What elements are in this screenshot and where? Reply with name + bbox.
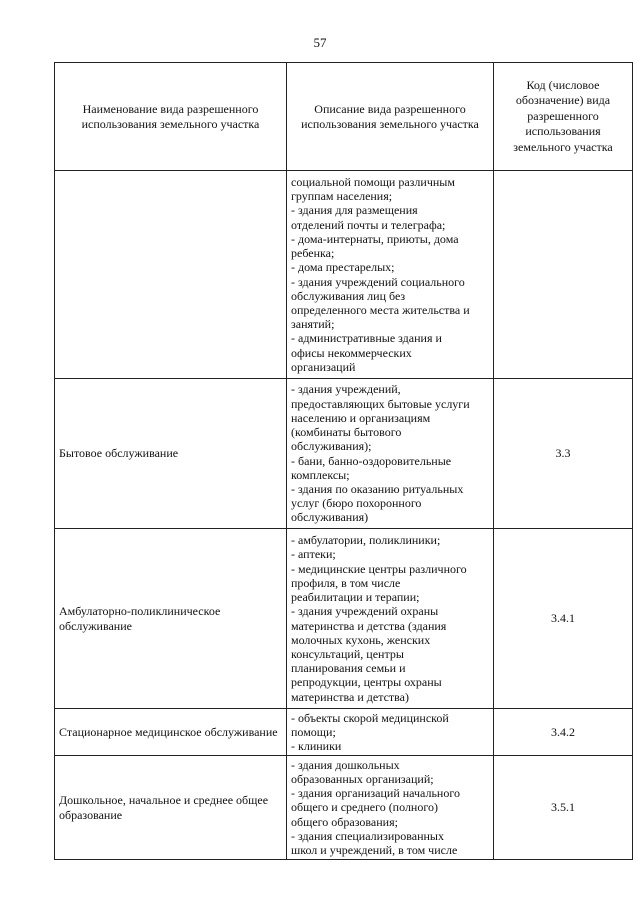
- row-description: - амбулатории, поликлиники; - аптеки; - медицинские центры различного профиля, в том числе реабилитации и терапии; - здания учреждений охраны материнства и детства (здания молочных кухонь, женских консультаций, центры планирования семьи и репродукции, центры охраны материнства и детства): [287, 529, 494, 709]
- row-name: Амбулаторно-поликлиническое обслуживание: [55, 529, 287, 709]
- header-code: Код (числовое обозначение) вида разрешенного использования земельного участка: [494, 63, 633, 171]
- table-row: [55, 709, 633, 756]
- table-row: [55, 529, 633, 709]
- row-code: 3.5.1: [494, 756, 633, 860]
- header-name: Наименование вида разрешенного использования земельного участка: [55, 63, 287, 171]
- row-name: Бытовое обслуживание: [55, 379, 287, 529]
- row-name: Дошкольное, начальное и среднее общее образование: [55, 756, 287, 860]
- row-name: Стационарное медицинское обслуживание: [55, 709, 287, 756]
- land-use-table: [54, 62, 633, 860]
- table-row: [55, 171, 633, 379]
- row-description: социальной помощи различным группам населения; - здания для размещения отделений почты и телеграфа; - дома-интернаты, приюты, дома ребенка; - дома престарелых; - здания учреждений социального обслуживания лиц без определенного места жительства и занятий; - административные здания и офисы некоммерческих организаций: [287, 171, 494, 379]
- table-row: [55, 379, 633, 529]
- row-description: - здания дошкольных образованных организаций; - здания организаций начального общего и среднего (полного) общего образования; - здания специализированных школ и учреждений, в том числе: [287, 756, 494, 860]
- row-code: 3.3: [494, 379, 633, 529]
- row-code: [494, 171, 633, 379]
- row-description: - здания учреждений, предоставляющих бытовые услуги населению и организациям (комбинаты бытового обслуживания); - бани, банно-оздоровительные комплексы; - здания по оказанию ритуальных услуг (бюро похоронного обслуживания): [287, 379, 494, 529]
- table-header-row: [55, 63, 633, 171]
- page-number: 57: [313, 35, 327, 50]
- row-description: - объекты скорой медицинской помощи; - клиники: [287, 709, 494, 756]
- row-code: 3.4.1: [494, 529, 633, 709]
- header-description: Описание вида разрешенного использования земельного участка: [287, 63, 494, 171]
- row-name: [55, 171, 287, 379]
- row-code: 3.4.2: [494, 709, 633, 756]
- table-row: [55, 756, 633, 860]
